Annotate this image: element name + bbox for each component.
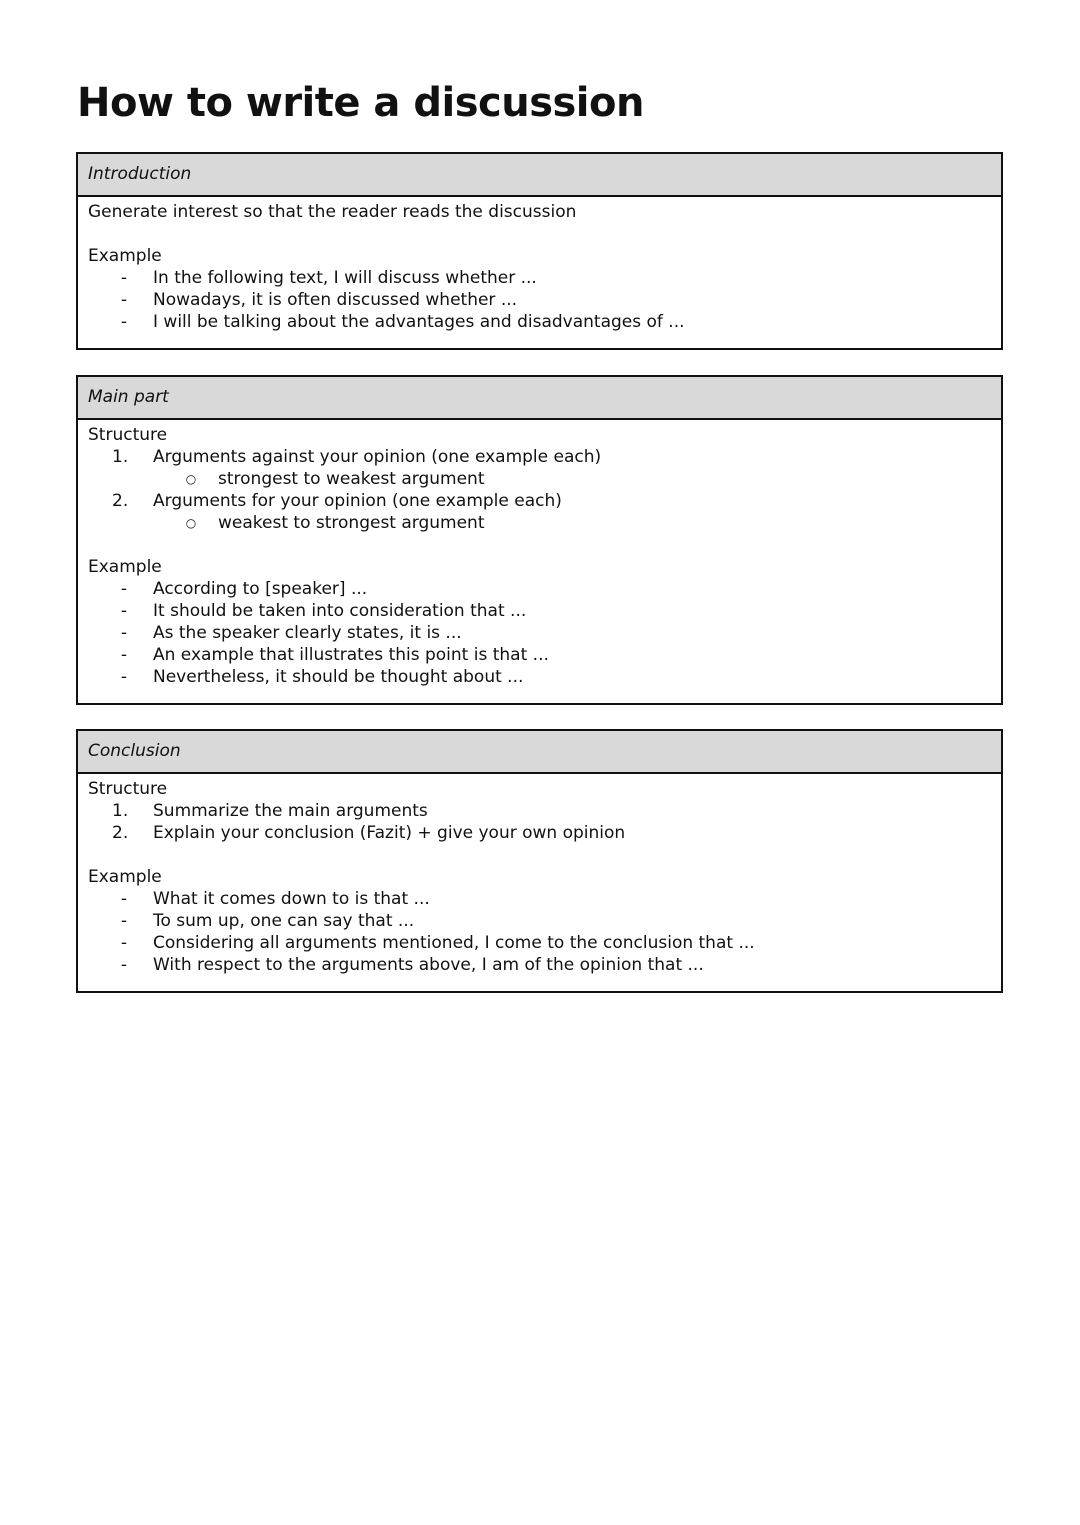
list-number: 2. [112, 823, 129, 843]
circle-bullet: ○ [185, 472, 197, 486]
main-part-body [78, 420, 1001, 694]
example-text: In the following text, I will discuss whether ... [153, 268, 537, 288]
dash-bullet: - [120, 312, 128, 332]
dash-bullet: - [120, 268, 128, 288]
conclusion-structure-label: Structure [88, 779, 168, 799]
main-part-heading: Main part [78, 377, 1001, 420]
conclusion-example-label: Example [88, 867, 162, 887]
dash-bullet: - [120, 623, 128, 643]
list-number: 1. [112, 447, 129, 467]
dash-bullet: - [120, 579, 128, 599]
example-text: I will be talking about the advantages and disadvantages of ... [153, 312, 685, 332]
list-item [88, 490, 991, 512]
example-text: As the speaker clearly states, it is ... [153, 623, 462, 643]
page-title: How to write a discussion [77, 80, 644, 126]
structure-text: Explain your conclusion (Fazit) + give your own opinion [153, 823, 626, 843]
list-item [88, 932, 991, 954]
main-part-structure-label: Structure [88, 425, 168, 445]
structure-subtext: weakest to strongest argument [218, 513, 485, 533]
list-item [88, 600, 991, 622]
list-item [88, 578, 991, 600]
main-part-section [76, 375, 1003, 705]
introduction-heading: Introduction [78, 154, 1001, 197]
structure-subtext: strongest to weakest argument [218, 469, 485, 489]
example-text: What it comes down to is that ... [153, 889, 430, 909]
list-number: 2. [112, 491, 129, 511]
list-item [88, 644, 991, 666]
example-text: Nowadays, it is often discussed whether ... [153, 290, 518, 310]
dash-bullet: - [120, 601, 128, 621]
dash-bullet: - [120, 911, 128, 931]
conclusion-body [78, 774, 1001, 982]
structure-text: Summarize the main arguments [153, 801, 428, 821]
list-item [88, 622, 991, 644]
list-item [88, 888, 991, 910]
list-item [88, 666, 991, 688]
example-text: Nevertheless, it should be thought about ... [153, 667, 524, 687]
structure-text: Arguments for your opinion (one example each) [153, 491, 562, 511]
list-item [88, 822, 991, 844]
example-text: An example that illustrates this point is that ... [153, 645, 549, 665]
list-item [88, 954, 991, 976]
example-text: To sum up, one can say that ... [153, 911, 415, 931]
list-number: 1. [112, 801, 129, 821]
list-item [88, 910, 991, 932]
conclusion-heading: Conclusion [78, 731, 1001, 774]
example-text: It should be taken into consideration that ... [153, 601, 527, 621]
introduction-body [78, 197, 1001, 339]
list-item [88, 289, 991, 311]
dash-bullet: - [120, 290, 128, 310]
list-item [88, 468, 991, 490]
conclusion-section [76, 729, 1003, 993]
circle-bullet: ○ [185, 516, 197, 530]
dash-bullet: - [120, 667, 128, 687]
list-item [88, 512, 991, 534]
dash-bullet: - [120, 933, 128, 953]
list-item [88, 800, 991, 822]
dash-bullet: - [120, 955, 128, 975]
structure-text: Arguments against your opinion (one example each) [153, 447, 602, 467]
example-text: With respect to the arguments above, I am of the opinion that ... [153, 955, 704, 975]
list-item [88, 311, 991, 333]
introduction-example-label: Example [88, 246, 162, 266]
introduction-section [76, 152, 1003, 350]
introduction-text: Generate interest so that the reader reads the discussion [88, 202, 577, 222]
list-item [88, 446, 991, 468]
example-text: According to [speaker] ... [153, 579, 368, 599]
example-text: Considering all arguments mentioned, I come to the conclusion that ... [153, 933, 755, 953]
main-part-example-label: Example [88, 557, 162, 577]
dash-bullet: - [120, 889, 128, 909]
dash-bullet: - [120, 645, 128, 665]
list-item [88, 267, 991, 289]
